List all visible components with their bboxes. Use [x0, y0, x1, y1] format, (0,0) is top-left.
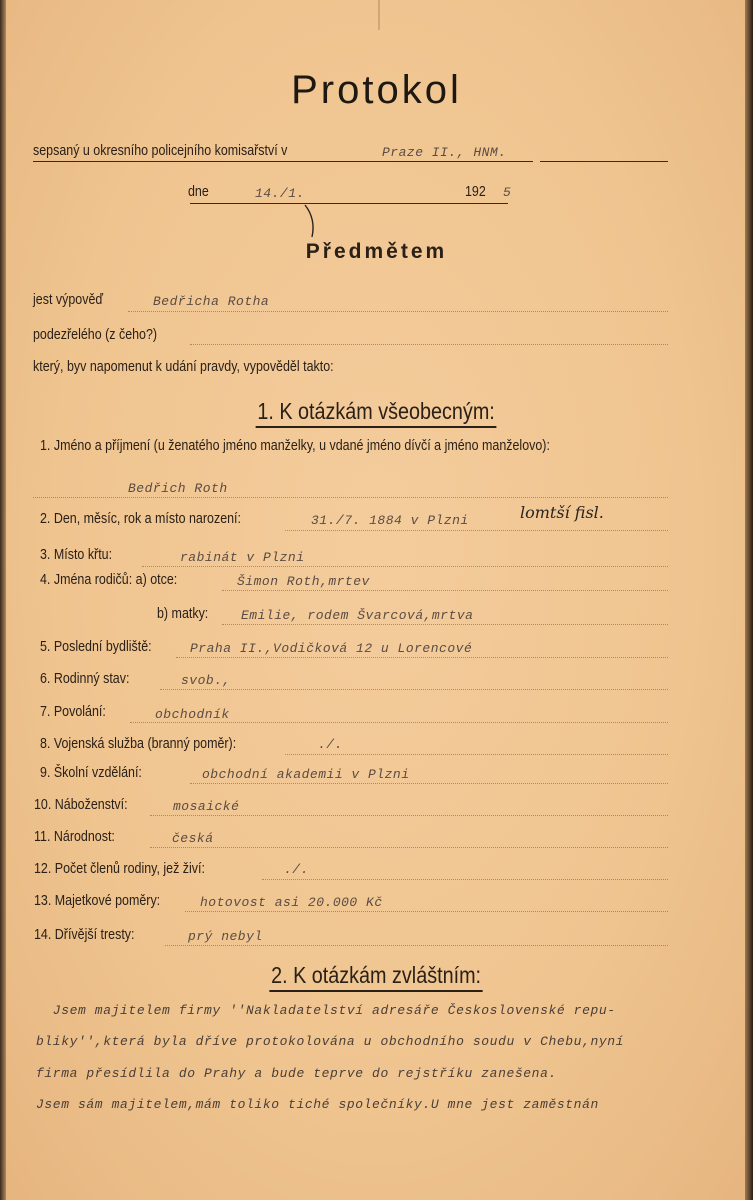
item-label: 11. Národnost: [34, 829, 115, 845]
testimony-line: firma přesídlila do Prahy a bude teprve do rejstříku zanešena. [36, 1066, 557, 1081]
date-value: 14./1. [255, 186, 305, 201]
item-label: 6. Rodinný stav: [40, 671, 130, 687]
item-label: 14. Dřívější tresty: [34, 927, 135, 943]
item-label: b) matky: [157, 606, 209, 622]
item-value: 31./7. 1884 v Plzni [311, 513, 469, 528]
item-value: ./. [284, 862, 309, 877]
item-value: hotovost asi 20.000 Kč [200, 895, 383, 910]
item-line [285, 530, 668, 531]
item-label: 9. Školní vzdělání: [40, 765, 142, 781]
item-line [285, 754, 668, 755]
item-line [150, 815, 668, 816]
date-label: dne [188, 184, 209, 200]
office-value: Praze II., HNM. [382, 145, 507, 160]
item-label: 13. Majetkové poměry: [34, 893, 161, 909]
statement-label: jest výpověď [33, 292, 104, 308]
section1-heading [0, 398, 753, 428]
item1-label: 1. Jméno a příjmení (u ženatého jméno manželky, u vdané jméno dívčí a jméno manželovo): [40, 438, 550, 454]
testimony-line: Jsem majitelem firmy ''Nakladatelství adresáře Československé repu- [36, 1003, 616, 1018]
statement-value: Bedřicha Rotha [153, 294, 270, 309]
item-line [176, 657, 668, 658]
item-label: 2. Den, měsíc, rok a místo narození: [40, 511, 241, 527]
section1-heading-text: 1. K otázkám všeobecným: [256, 398, 497, 428]
item-value: česká [172, 831, 214, 846]
item-line [142, 566, 668, 567]
item-value: Emilie, rodem Švarcová,mrtva [241, 608, 474, 623]
date-underline [190, 203, 508, 204]
subject-heading: Předmětem [305, 240, 448, 263]
item-line [160, 689, 668, 690]
office-underline-end [540, 161, 668, 162]
statement-line [128, 311, 668, 312]
item-value: ./. [318, 737, 343, 752]
year-prefix: 192 [465, 184, 486, 200]
item1-value: Bedřich Roth [128, 481, 228, 496]
item-label: 10. Náboženství: [34, 797, 128, 813]
item-value: rabinát v Plzni [180, 550, 305, 565]
item1-line [33, 497, 668, 498]
item-value: mosaické [173, 799, 240, 814]
item-value: Šimon Roth,mrtev [237, 574, 370, 589]
item-line [185, 911, 668, 912]
item-label: 12. Počet členů rodiny, jež živí: [34, 861, 205, 877]
suspect-line [190, 344, 668, 345]
page-edge-left [0, 0, 6, 1200]
fold-mark [378, 0, 380, 30]
testimony-line: Jsem sám majitelem,mám toliko tiché společníky.U mne jest zaměstnán [36, 1097, 599, 1112]
section2-heading [0, 962, 753, 992]
document-title: Protokol [291, 68, 462, 112]
suspect-label: podezřelého (z čeho?) [33, 327, 158, 343]
item-line [262, 879, 668, 880]
admonition-text: který, byv napomenut k udání pravdy, vypověděl takto: [33, 359, 334, 375]
item-label: 3. Místo křtu: [40, 547, 113, 563]
office-label: sepsaný u okresního policejního komisařství v [33, 143, 288, 159]
testimony-line: bliky'',která byla dříve protokolována u obchodního soudu v Chebu,nyní [36, 1034, 625, 1049]
item-line [165, 945, 668, 946]
item-label: 8. Vojenská služba (branný poměr): [40, 736, 237, 752]
item-label: 7. Povolání: [40, 704, 106, 720]
item-value: svob., [181, 673, 231, 688]
handwritten-note: lomtší fisl. [520, 503, 604, 522]
item-label: 5. Poslední bydliště: [40, 639, 152, 655]
item-line [130, 722, 668, 723]
item-line [222, 624, 668, 625]
item-value: obchodník [155, 707, 230, 722]
section2-heading-text: 2. K otázkám zvláštním: [270, 962, 483, 992]
item-label: 4. Jména rodičů: a) otce: [40, 572, 178, 588]
office-underline [33, 161, 533, 162]
item-value: prý nebyl [188, 929, 263, 944]
item-value: Praha II.,Vodičková 12 u Lorencové [190, 641, 473, 656]
item-line [150, 847, 668, 848]
item-line [222, 590, 668, 591]
item-value: obchodní akademii v Plzni [202, 767, 410, 782]
page-edge-right [745, 0, 753, 1200]
item-line [190, 783, 668, 784]
year-suffix: 5 [503, 185, 512, 200]
pen-stroke-mark [300, 203, 320, 239]
